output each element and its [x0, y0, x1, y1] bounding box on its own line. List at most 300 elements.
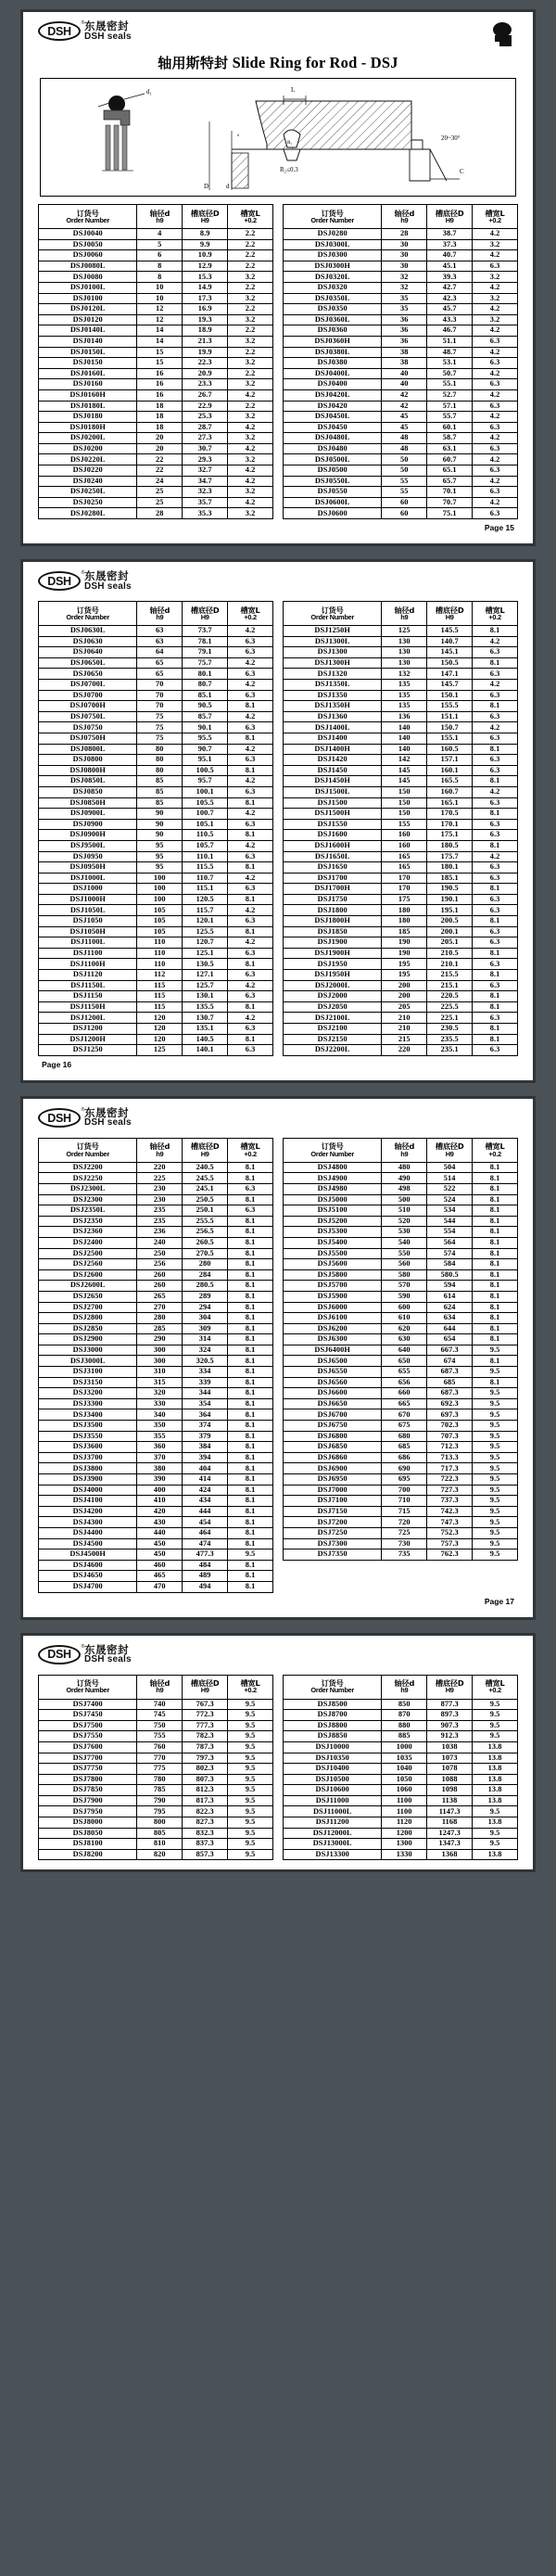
table-row	[39, 1517, 273, 1528]
groove-dia-cell: 309	[183, 1323, 228, 1334]
order-number-cell: DSJ4600	[39, 1560, 137, 1571]
col-groove-width: 槽宽L +0.2	[228, 205, 273, 229]
table-row	[39, 1474, 273, 1486]
groove-width-cell: 13.8	[473, 1774, 518, 1785]
shaft-dia-cell: 610	[382, 1313, 427, 1324]
groove-dia-cell: 165.1	[427, 797, 473, 809]
shaft-dia-cell: 400	[137, 1485, 183, 1496]
groove-dia-cell: 797.3	[183, 1753, 228, 1764]
table-row	[39, 1183, 273, 1194]
order-number-cell: DSJ3900	[39, 1474, 137, 1486]
shaft-dia-cell: 440	[137, 1527, 183, 1538]
spec-tables	[32, 601, 524, 1056]
label-R1: R₁	[287, 140, 293, 146]
shaft-dia-cell: 48	[382, 433, 427, 444]
installation-diagram	[40, 78, 516, 197]
order-number-cell: DSJ8700	[284, 1710, 382, 1721]
table-row	[284, 1045, 518, 1056]
order-number-cell: DSJ4900	[284, 1173, 382, 1184]
shaft-dia-cell: 35	[382, 293, 427, 304]
groove-width-cell: 6.3	[228, 669, 273, 680]
shaft-dia-cell: 145	[382, 776, 427, 787]
table-row	[39, 862, 273, 874]
shaft-dia-cell: 270	[137, 1302, 183, 1313]
table-row	[284, 1731, 518, 1742]
table-row	[39, 1323, 273, 1334]
shaft-dia-cell: 142	[382, 755, 427, 766]
groove-dia-cell: 100.7	[183, 809, 228, 820]
brand-wordmark	[81, 1105, 132, 1129]
table-row	[39, 433, 273, 444]
shaft-dia-cell: 85	[137, 786, 183, 797]
shaft-dia-cell: 660	[382, 1388, 427, 1399]
shaft-dia-cell: 725	[382, 1527, 427, 1538]
order-number-cell: DSJ4980	[284, 1183, 382, 1194]
groove-width-cell: 6.3	[228, 647, 273, 658]
shaft-dia-cell: 1000	[382, 1741, 427, 1753]
groove-width-cell: 13.8	[473, 1795, 518, 1806]
groove-width-cell: 13.8	[473, 1753, 518, 1764]
groove-dia-cell: 687.3	[427, 1388, 473, 1399]
groove-width-cell: 6.3	[473, 379, 518, 390]
order-number-cell: DSJ6100	[284, 1313, 382, 1324]
table-row	[284, 368, 518, 379]
groove-width-cell: 6.3	[473, 261, 518, 272]
table-row	[39, 1367, 273, 1378]
groove-dia-cell: 52.7	[427, 389, 473, 401]
shaft-dia-cell: 63	[137, 636, 183, 647]
groove-dia-cell: 1088	[427, 1774, 473, 1785]
spec-tables	[32, 1675, 524, 1861]
registered-icon: ®	[81, 20, 84, 27]
shaft-dia-cell: 175	[382, 894, 427, 905]
order-number-cell: DSJ0180L	[39, 401, 137, 412]
groove-width-cell: 8.1	[228, 1463, 273, 1474]
order-number-cell: DSJ0160L	[39, 368, 137, 379]
groove-width-cell: 6.3	[228, 991, 273, 1002]
groove-width-cell: 9.5	[228, 1710, 273, 1721]
groove-dia-cell: 584	[427, 1259, 473, 1270]
groove-width-cell: 8.1	[228, 1431, 273, 1442]
order-number-cell: DSJ1300L	[284, 636, 382, 647]
catalog-page-18	[20, 1633, 536, 1873]
groove-dia-cell: 225.5	[427, 1001, 473, 1013]
order-number-cell: DSJ1950	[284, 959, 382, 970]
groove-width-cell: 8.1	[473, 1173, 518, 1184]
table-row	[39, 1720, 273, 1731]
table-row	[39, 1828, 273, 1839]
groove-dia-cell: 1078	[427, 1764, 473, 1775]
order-number-cell: DSJ2700	[39, 1302, 137, 1313]
spec-tables	[32, 1138, 524, 1593]
groove-dia-cell: 30.7	[183, 443, 228, 454]
groove-dia-cell: 60.1	[427, 422, 473, 433]
shaft-dia-cell: 60	[382, 497, 427, 508]
groove-width-cell: 8.1	[473, 1356, 518, 1367]
table-row	[39, 1421, 273, 1432]
order-number-cell: DSJ0750	[39, 722, 137, 733]
col-order-number: 订货号 Order Number	[284, 1675, 382, 1699]
groove-width-cell: 8.1	[473, 1024, 518, 1035]
groove-width-cell: 6.3	[228, 851, 273, 862]
groove-dia-cell: 782.3	[183, 1731, 228, 1742]
shaft-dia-cell: 850	[382, 1699, 427, 1710]
table-row	[39, 733, 273, 744]
shaft-dia-cell: 680	[382, 1431, 427, 1442]
order-number-cell: DSJ8850	[284, 1731, 382, 1742]
groove-dia-cell: 1168	[427, 1817, 473, 1829]
table-row	[284, 722, 518, 733]
table-row	[284, 669, 518, 680]
order-number-cell: DSJ0200	[39, 443, 137, 454]
label-C: C	[460, 168, 464, 175]
shaft-dia-cell: 42	[382, 401, 427, 412]
groove-dia-cell: 215.5	[427, 970, 473, 981]
table-row	[39, 905, 273, 916]
table-row	[284, 840, 518, 851]
groove-width-cell: 8.1	[228, 1538, 273, 1549]
shaft-dia-cell: 130	[382, 657, 427, 669]
order-number-cell: DSJ2500	[39, 1248, 137, 1259]
order-number-cell: DSJ1850	[284, 926, 382, 937]
spec-table-right	[283, 204, 518, 519]
groove-dia-cell: 354	[183, 1398, 228, 1409]
groove-width-cell: 8.1	[228, 1216, 273, 1227]
groove-dia-cell: 22.3	[183, 358, 228, 369]
shaft-dia-cell: 630	[382, 1334, 427, 1345]
groove-width-cell: 6.3	[228, 690, 273, 701]
order-number-cell: DSJ7450	[39, 1710, 137, 1721]
shaft-dia-cell: 75	[137, 711, 183, 722]
groove-width-cell: 2.2	[228, 368, 273, 379]
groove-width-cell: 8.1	[473, 840, 518, 851]
shaft-dia-cell: 256	[137, 1259, 183, 1270]
order-number-cell: DSJ7850	[39, 1785, 137, 1796]
shaft-dia-cell: 225	[137, 1173, 183, 1184]
order-number-cell: DSJ0300L	[284, 239, 382, 250]
table-row	[284, 272, 518, 283]
groove-width-cell: 8.1	[473, 1001, 518, 1013]
shaft-dia-cell: 190	[382, 937, 427, 949]
groove-dia-cell: 324	[183, 1345, 228, 1356]
groove-dia-cell: 1368	[427, 1849, 473, 1860]
groove-dia-cell: 544	[427, 1216, 473, 1227]
shaft-dia-cell: 80	[137, 765, 183, 776]
groove-dia-cell: 250.1	[183, 1205, 228, 1217]
brand-logo	[38, 571, 132, 592]
groove-width-cell: 8.1	[473, 1034, 518, 1045]
table-row	[284, 1216, 518, 1227]
shaft-dia-cell: 48	[382, 443, 427, 454]
groove-width-cell: 2.2	[228, 239, 273, 250]
order-number-cell: DSJ1500H	[284, 809, 382, 820]
groove-dia-cell: 135.5	[183, 1001, 228, 1013]
groove-width-cell: 4.2	[228, 711, 273, 722]
shaft-dia-cell: 650	[382, 1356, 427, 1367]
groove-dia-cell: 1073	[427, 1753, 473, 1764]
table-row	[39, 636, 273, 647]
table-row	[284, 701, 518, 712]
shaft-dia-cell: 145	[382, 765, 427, 776]
table-row	[284, 1205, 518, 1217]
table-row	[39, 1806, 273, 1817]
groove-dia-cell: 777.3	[183, 1720, 228, 1731]
order-number-cell: DSJ1800H	[284, 916, 382, 927]
order-number-cell: DSJ6950	[284, 1474, 382, 1486]
table-row	[39, 1699, 273, 1710]
shaft-dia-cell: 200	[382, 980, 427, 991]
table-header-row	[284, 1138, 518, 1162]
dsh-logo-text: DSH	[47, 1648, 71, 1662]
table-row	[39, 379, 273, 390]
groove-width-cell: 6.3	[228, 1024, 273, 1035]
groove-width-cell: 4.2	[473, 786, 518, 797]
groove-dia-cell: 75.1	[427, 508, 473, 519]
order-number-cell: DSJ0600L	[284, 497, 382, 508]
shaft-dia-cell: 370	[137, 1452, 183, 1463]
spec-table-left-wrap	[38, 204, 273, 519]
groove-width-cell: 6.3	[473, 465, 518, 477]
table-row	[39, 647, 273, 658]
table-row	[284, 647, 518, 658]
groove-width-cell: 3.2	[228, 314, 273, 325]
table-row	[39, 1463, 273, 1474]
groove-dia-cell: 151.1	[427, 711, 473, 722]
groove-width-cell: 8.1	[473, 1291, 518, 1302]
groove-width-cell: 8.1	[473, 1269, 518, 1281]
col-order-number: 订货号 Order Number	[39, 602, 137, 626]
table-row	[284, 1496, 518, 1507]
table-row	[39, 797, 273, 809]
shaft-dia-cell: 380	[137, 1463, 183, 1474]
shaft-dia-cell: 715	[382, 1506, 427, 1517]
groove-width-cell: 8.1	[473, 1377, 518, 1388]
order-number-cell: DSJ2100	[284, 1024, 382, 1035]
groove-width-cell: 6.3	[228, 884, 273, 895]
groove-dia-cell: 37.3	[427, 239, 473, 250]
table-row	[39, 261, 273, 272]
brand-name-en: DSH seals	[84, 580, 132, 592]
groove-dia-cell: 40.7	[427, 250, 473, 261]
groove-width-cell: 13.8	[473, 1817, 518, 1829]
table-header-row	[284, 602, 518, 626]
shaft-dia-cell: 620	[382, 1323, 427, 1334]
spec-tables	[32, 204, 524, 519]
table-row	[39, 948, 273, 959]
order-number-cell: DSJ0180H	[39, 422, 137, 433]
groove-width-cell: 6.3	[473, 358, 518, 369]
order-number-cell: DSJ2600L	[39, 1281, 137, 1292]
order-number-cell: DSJ0800L	[39, 744, 137, 755]
table-row	[284, 261, 518, 272]
order-number-cell: DSJ0150L	[39, 347, 137, 358]
order-number-cell: DSJ2350L	[39, 1205, 137, 1217]
order-number-cell: DSJ6000	[284, 1302, 382, 1313]
shaft-dia-cell: 90	[137, 809, 183, 820]
table-row	[39, 487, 273, 498]
order-number-cell: DSJ2800	[39, 1313, 137, 1324]
table-row	[284, 422, 518, 433]
shaft-dia-cell: 285	[137, 1323, 183, 1334]
shaft-dia-cell: 460	[137, 1560, 183, 1571]
order-number-cell: DSJ1550	[284, 819, 382, 830]
order-number-cell: DSJ4650	[39, 1571, 137, 1582]
groove-width-cell: 4.2	[473, 851, 518, 862]
groove-width-cell: 9.5	[473, 1409, 518, 1421]
order-number-cell: DSJ6400H	[284, 1345, 382, 1356]
groove-dia-cell: 165.5	[427, 776, 473, 787]
groove-width-cell: 8.1	[473, 744, 518, 755]
order-number-cell: DSJ7950	[39, 1806, 137, 1817]
groove-dia-cell: 454	[183, 1517, 228, 1528]
shaft-dia-cell: 30	[382, 239, 427, 250]
groove-dia-cell: 787.3	[183, 1741, 228, 1753]
shaft-dia-cell: 55	[382, 487, 427, 498]
shaft-dia-cell: 36	[382, 325, 427, 337]
shaft-dia-cell: 14	[137, 336, 183, 347]
table-row	[284, 347, 518, 358]
groove-width-cell: 8.1	[473, 970, 518, 981]
groove-dia-cell: 692.3	[427, 1398, 473, 1409]
order-number-cell: DSJ0220L	[39, 454, 137, 465]
shaft-dia-cell: 90	[137, 819, 183, 830]
table-row	[284, 412, 518, 423]
table-row	[39, 1839, 273, 1850]
groove-dia-cell: 155.1	[427, 733, 473, 744]
table-row	[39, 1795, 273, 1806]
table-row	[284, 894, 518, 905]
groove-width-cell: 6.3	[228, 1183, 273, 1194]
groove-dia-cell: 215.1	[427, 980, 473, 991]
table-row	[39, 1506, 273, 1517]
col-order-number: 订货号 Order Number	[284, 1138, 382, 1162]
groove-dia-cell: 27.3	[183, 433, 228, 444]
order-number-cell: DSJ0200L	[39, 433, 137, 444]
catalog-page-15	[20, 9, 536, 546]
table-row	[284, 1699, 518, 1710]
groove-dia-cell: 105.7	[183, 840, 228, 851]
order-number-cell: DSJ2850	[39, 1323, 137, 1334]
groove-dia-cell: 674	[427, 1356, 473, 1367]
shaft-dia-cell: 195	[382, 970, 427, 981]
order-number-cell: DSJ0850	[39, 786, 137, 797]
shaft-dia-cell: 590	[382, 1291, 427, 1302]
table-row	[284, 1302, 518, 1313]
groove-dia-cell: 185.1	[427, 873, 473, 884]
order-number-cell: DSJ0080L	[39, 261, 137, 272]
groove-width-cell: 2.2	[228, 304, 273, 315]
shaft-dia-cell: 220	[137, 1162, 183, 1173]
groove-dia-cell: 145.7	[427, 680, 473, 691]
order-number-cell: DSJ0900L	[39, 809, 137, 820]
order-number-cell: DSJ1700H	[284, 884, 382, 895]
shaft-dia-cell: 15	[137, 347, 183, 358]
table-row	[39, 744, 273, 755]
groove-dia-cell: 762.3	[427, 1549, 473, 1561]
shaft-dia-cell: 450	[137, 1549, 183, 1561]
registered-icon: ®	[81, 1643, 84, 1650]
groove-width-cell: 8.1	[228, 1398, 273, 1409]
shaft-dia-cell: 745	[137, 1710, 183, 1721]
table-row	[39, 443, 273, 454]
order-number-cell: DSJ0950H	[39, 862, 137, 874]
table-row	[284, 1806, 518, 1817]
shaft-dia-cell: 640	[382, 1345, 427, 1356]
table-row	[284, 1538, 518, 1549]
order-number-cell: DSJ8050	[39, 1828, 137, 1839]
groove-dia-cell: 767.3	[183, 1699, 228, 1710]
table-row	[39, 1269, 273, 1281]
groove-dia-cell: 140.5	[183, 1034, 228, 1045]
col-shaft-dia: 轴径d h9	[382, 1675, 427, 1699]
groove-dia-cell: 379	[183, 1431, 228, 1442]
order-number-cell: DSJ1450H	[284, 776, 382, 787]
label-d: d	[226, 183, 230, 190]
order-number-cell: DSJ0700	[39, 690, 137, 701]
groove-dia-cell: 95.1	[183, 755, 228, 766]
groove-dia-cell: 125.7	[183, 980, 228, 991]
groove-dia-cell: 857.3	[183, 1849, 228, 1860]
table-row	[39, 1753, 273, 1764]
groove-width-cell: 8.1	[228, 1421, 273, 1432]
table-header-row	[39, 602, 273, 626]
shaft-dia-cell: 25	[137, 487, 183, 498]
groove-dia-cell: 90.5	[183, 701, 228, 712]
table-row	[284, 636, 518, 647]
groove-width-cell: 4.2	[228, 680, 273, 691]
groove-dia-cell: 624	[427, 1302, 473, 1313]
table-row	[284, 1442, 518, 1453]
groove-width-cell: 8.1	[228, 1560, 273, 1571]
brand-name-en: DSH seals	[84, 1117, 132, 1129]
col-groove-dia: 槽底径D H9	[427, 1138, 473, 1162]
shaft-dia-cell: 530	[382, 1227, 427, 1238]
table-row	[284, 379, 518, 390]
order-number-cell: DSJ10400	[284, 1764, 382, 1775]
groove-dia-cell: 687.3	[427, 1367, 473, 1378]
brand-logo	[38, 1642, 132, 1665]
table-row	[284, 1259, 518, 1270]
groove-width-cell: 8.1	[228, 1485, 273, 1496]
groove-width-cell: 8.1	[228, 926, 273, 937]
table-row	[39, 1710, 273, 1721]
groove-dia-cell: 160.7	[427, 786, 473, 797]
groove-dia-cell: 53.1	[427, 358, 473, 369]
table-row	[39, 1527, 273, 1538]
groove-dia-cell: 130.7	[183, 1013, 228, 1024]
table-row	[39, 272, 273, 283]
table-row	[284, 1485, 518, 1496]
shaft-dia-cell: 125	[382, 626, 427, 637]
shaft-dia-cell: 55	[382, 476, 427, 487]
table-row	[39, 239, 273, 250]
shaft-dia-cell: 150	[382, 809, 427, 820]
order-number-cell: DSJ5800	[284, 1269, 382, 1281]
groove-dia-cell: 39.3	[427, 272, 473, 283]
table-row	[39, 1013, 273, 1024]
shaft-dia-cell: 95	[137, 840, 183, 851]
spec-table-left-wrap	[38, 1138, 273, 1593]
order-number-cell: DSJ0850L	[39, 776, 137, 787]
groove-width-cell: 6.3	[473, 1013, 518, 1024]
groove-dia-cell: 160.1	[427, 765, 473, 776]
order-number-cell: DSJ0600	[284, 508, 382, 519]
order-number-cell: DSJ0120L	[39, 304, 137, 315]
groove-dia-cell: 32.3	[183, 487, 228, 498]
groove-dia-cell: 120.5	[183, 894, 228, 905]
groove-width-cell: 9.5	[473, 1828, 518, 1839]
groove-width-cell: 8.1	[473, 1162, 518, 1173]
